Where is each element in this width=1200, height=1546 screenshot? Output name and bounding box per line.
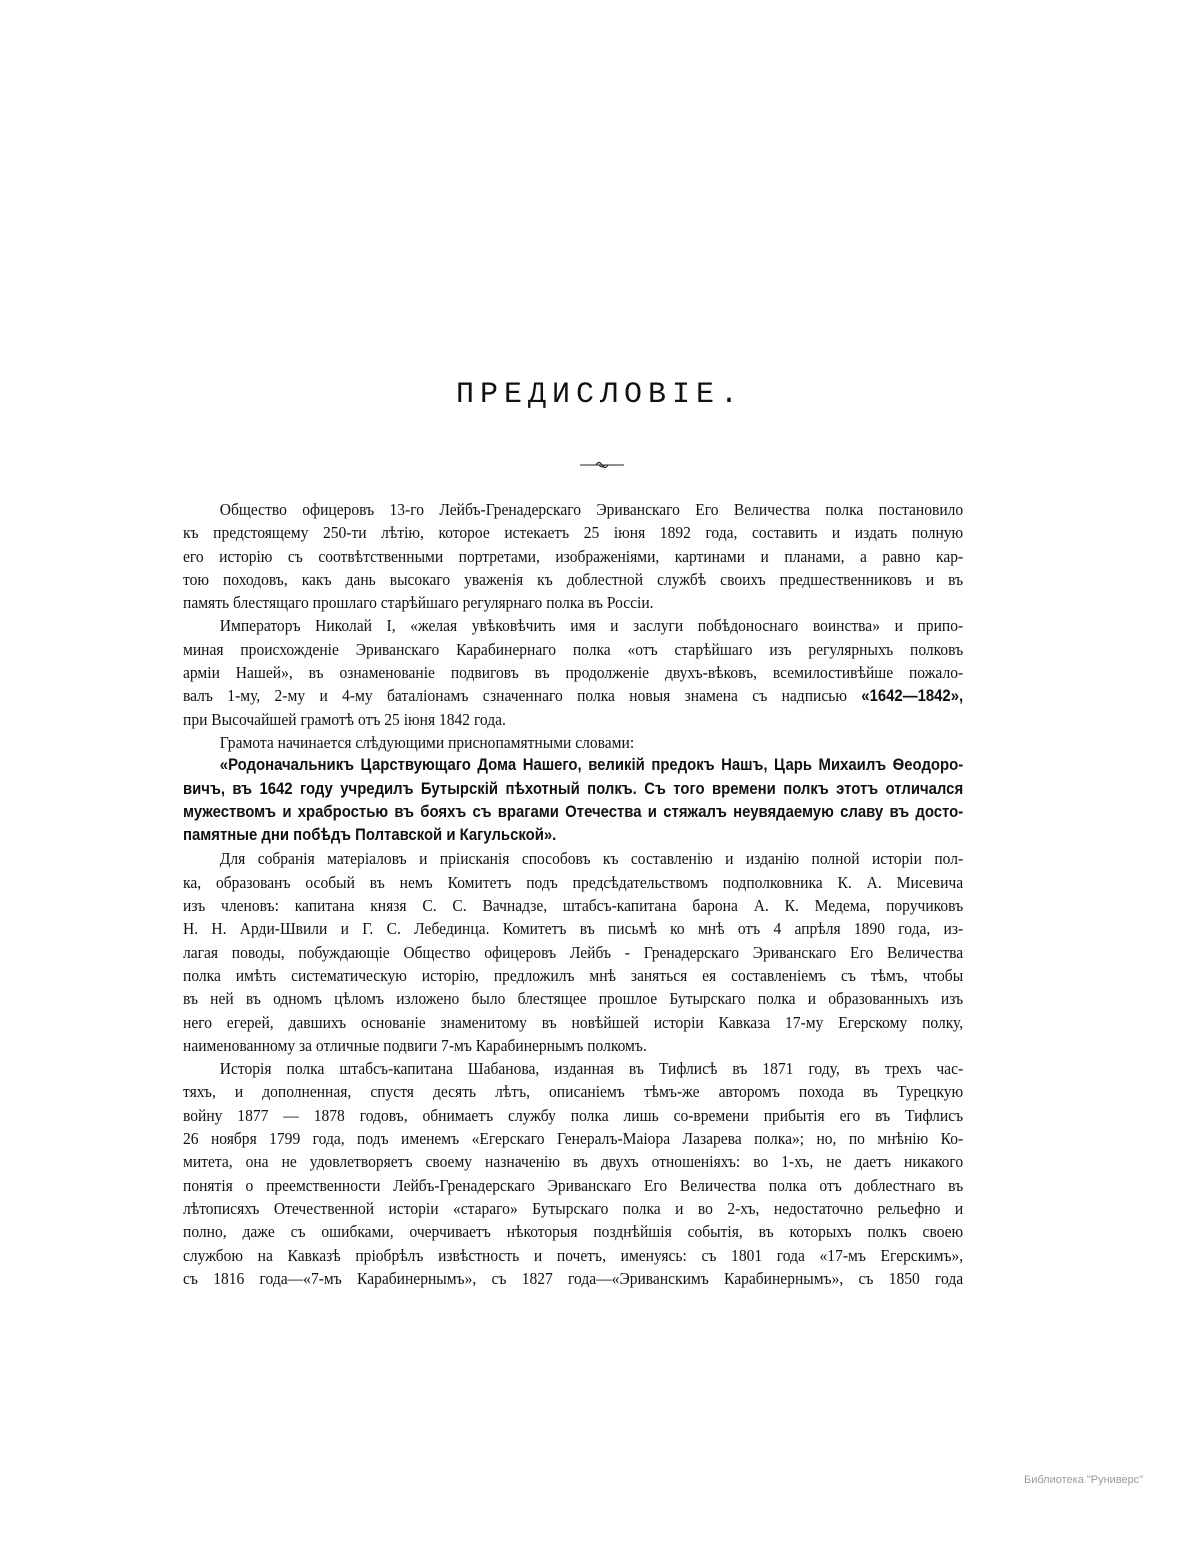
text-line: его исторiю съ соотвѣтственными портретами, изображенiями, картинами и планами, а равно кар- (183, 546, 964, 566)
ornament-divider (578, 456, 626, 472)
text-line: въ ней въ одномъ цѣломъ изложено было блестящее прошлое Бутырскаго полка и образованныхъ изъ (183, 989, 964, 1009)
text-fragment: валъ 1-му, 2-му и 4-му баталiонамъ сзначеннаго полка новыя знамена съ надписью (183, 686, 847, 706)
text-line: изъ членовъ: капитана князя С. С. Вачнадзе, штабсъ-капитана барона А. К. Медема, поручиковъ (183, 896, 964, 916)
date-range-inscription: «1642—1842», (861, 687, 964, 706)
text-line: лагая поводы, побуждающiе Общество офицеровъ Лейбъ - Гренадерскаго Эриванскаго Его Величества (183, 942, 964, 962)
text-line: войну 1877 — 1878 годовъ, обнимаетъ службу полка лишь со-времени прибытiя его въ Тифлисъ (183, 1105, 964, 1125)
text-line: тою походовъ, какъ дань высокаго уваженiя къ доблестной службѣ своихъ предшественниковъ и въ (183, 569, 964, 589)
preface-body (183, 498, 963, 1290)
text-line: Общество офицеровъ 13-го Лейбъ-Гренадерскаго Эриванскаго Его Величества полка постановило (219, 500, 964, 519)
quote-line: памятные дни побѣдъ Полтавской и Кагульской». (183, 826, 557, 845)
quote-line: «Родоначальникъ Царствующаго Дома Нашего, великiй предокъ Нашъ, Царь Михаилъ Ѳеодоро- (219, 756, 964, 775)
text-line: Для собранiя матерiаловъ и прiисканiя способовъ къ составленiю и изданiю полной исторiи пол- (219, 849, 964, 869)
text-line: Исторiя полка штабсъ-капитана Шабанова, изданная въ Тифлисѣ въ 1871 году, въ трехъ час- (219, 1059, 964, 1079)
text-line: ка, образованъ особый въ немъ Комитетъ подъ предсѣдательствомъ подполковника К. А. Мисевича (183, 872, 964, 892)
text-line: Императоръ Николай I, «желая увѣковѣчить имя и заслуги побѣдоноснаго воинства» и припо- (219, 616, 964, 636)
text-line: къ предстоящему 250-ти лѣтiю, которое истекаетъ 25 iюня 1892 года, составить и издать полную (183, 523, 964, 543)
text-line: него егерей, давшихъ основанiе знаменитому въ новѣйшей исторiи Кавказа 17-му Егерскому полку, (183, 1012, 964, 1032)
text-line: 26 ноября 1799 года, подъ именемъ «Егерскаго Генералъ-Маiора Лазарева полка»; но, по мнѣнiю Ко- (183, 1129, 964, 1149)
text-line: понятiя о преемственности Лейбъ-Гренадерскаго Эриванскаго Его Величества полка отъ доблестнаго въ (183, 1175, 964, 1195)
library-watermark: Библиотека "Руниверс" (1024, 1474, 1144, 1486)
text-line: митета, она не удовлетворяетъ своему назначенiю въ двухъ отношенiяхъ: во 1-хъ, не даетъ никакого (183, 1152, 964, 1172)
text-line: лѣтописяхъ Отечественной исторiи «стараго» Бутырскаго полка и во 2-хъ, недостаточно рельефно и (183, 1198, 964, 1218)
quote-line: вичъ, въ 1642 году учредилъ Бутырскiй пѣхотный полкъ. Съ того времени полкъ этотъ отличался (183, 779, 964, 798)
page-title: ПРЕДИСЛОВIЕ. (455, 378, 745, 412)
text-line: армiи Нашей», въ ознаменованiе подвиговъ въ продолженiе двухъ-вѣковъ, всемилостивѣйше пожало- (183, 663, 964, 683)
text-line: службою на Кавказѣ прiобрѣлъ извѣстность и почетъ, именуясь: съ 1801 года «17-мъ Егерскимъ», (183, 1245, 964, 1265)
text-line: полно, даже съ ошибками, очерчиваетъ нѣкоторыя позднѣйшiя событiя, въ которыхъ полкъ своею (183, 1222, 964, 1242)
text-line: наименованному за отличные подвиги 7-мъ Карабинернымъ полкомъ. (183, 1035, 647, 1055)
text-line (183, 684, 963, 707)
quote-line: мужествомъ и храбростью въ бояхъ съ врагами Отечества и стяжалъ неувядаемую славу въ досто- (183, 802, 964, 821)
text-line: тяхъ, и дополненная, спустя десять лѣтъ, описанiемъ тѣмъ-же авторомъ похода въ Турецкую (183, 1082, 964, 1102)
text-line: Грамота начинается слѣдующими приснопамятными словами: (219, 732, 635, 752)
text-line: съ 1816 года—«7-мъ Карабинернымъ», съ 1827 года—«Эриванскимъ Карабинернымъ», съ 1850 года (183, 1268, 964, 1288)
text-line: Н. Н. Арди-Швили и Г. С. Лебединца. Комитетъ въ письмѣ ко мнѣ отъ 4 апрѣля 1890 года, из- (183, 919, 964, 939)
text-line: память блестящаго прошлаго старѣйшаго регулярнаго полка въ Россiи. (183, 593, 654, 613)
text-line: полка имѣть систематическую исторiю, предложилъ мнѣ заняться ея составленiемъ съ тѣмъ, чтобы (183, 965, 964, 985)
text-line: миная происхожденiе Эриванскаго Карабинернаго полка «отъ старѣйшаго изъ регулярныхъ полковъ (183, 639, 964, 659)
text-line: при Высочайшей грамотѣ отъ 25 iюня 1842 года. (183, 709, 506, 729)
